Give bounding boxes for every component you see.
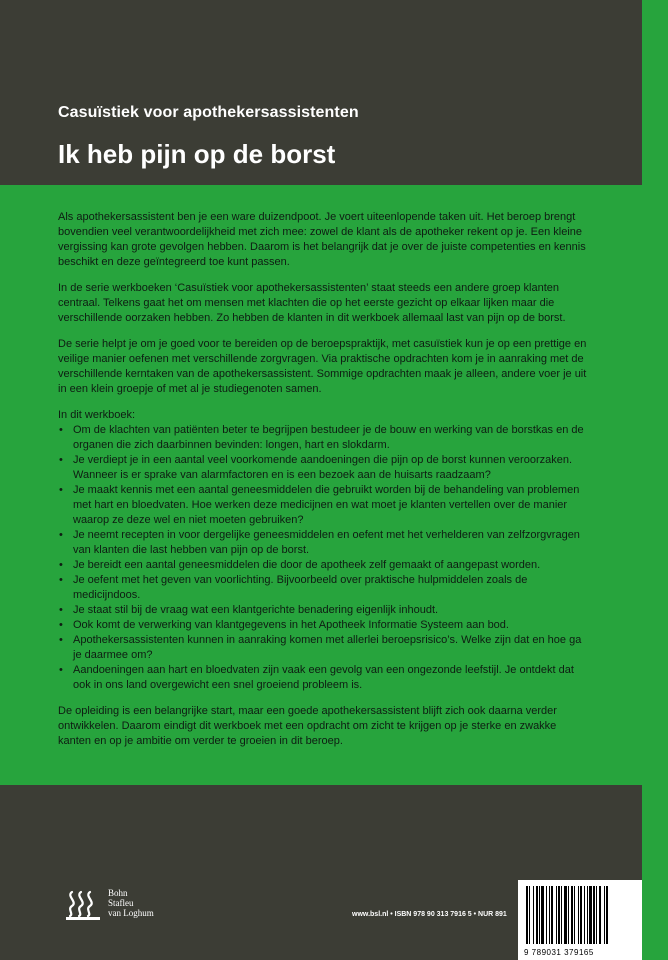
bullet-icon: • [59, 619, 63, 631]
barcode-bar [568, 886, 569, 944]
barcode-bar [606, 886, 608, 944]
list-item [58, 423, 588, 453]
barcode-bar [541, 886, 544, 944]
publisher-line: van Loghum [108, 908, 154, 918]
barcode-bar [574, 886, 575, 944]
barcode-bar [549, 886, 550, 944]
header-panel [0, 0, 642, 185]
book-title: Ik heb pijn op de borst [58, 139, 336, 169]
bullet-icon: • [59, 574, 63, 586]
list-item-text: Om de klachten van patiënten beter te begrijpen bestudeer je de bouw en werking van de borstkas en de organen die zich daarbinnen bevinden: longen, hart en slokdarm. [73, 424, 584, 451]
bullet-icon: • [59, 634, 63, 646]
bullet-icon: • [59, 559, 63, 571]
barcode-bar [596, 886, 597, 944]
barcode-number: 9 789031 379165 [524, 948, 594, 957]
list-item-text: Je neemt recepten in voor dergelijke geneesmiddelen en oefent met het verhelderen van zelfzorgvragen van klanten die last hebben van pijn op de borst. [73, 529, 580, 556]
intro-paragraph: Als apothekersassistent ben je een ware duizendpoot. Je voert uiteenlopende taken uit. Het beroep brengt bovendien veel verantwoordelijkheid met zich mee: zowel de klant als de apotheker rekent op je. Een kleine vergissing kan grote gevolgen hebben. Daarom is het belangrijk dat je over de juiste competenties en kennis beschikt en deze geïntegreerd toe kunt passen. [58, 211, 586, 268]
book-spine [642, 0, 668, 960]
barcode-bar [599, 886, 601, 944]
list-item-text: Je bereidt een aantal geneesmiddelen die door de apotheek zelf gemaakt of aangepast worden. [73, 559, 541, 571]
list-item [58, 453, 588, 483]
barcode-bar [587, 886, 588, 944]
barcode-bar [529, 886, 530, 944]
barcode-bar [536, 886, 538, 944]
isbn-info: www.bsl.nl • ISBN 978 90 313 7916 5 • NUR 891 [352, 911, 507, 918]
barcode-bar [556, 886, 557, 944]
barcode-bar [558, 886, 560, 944]
barcode-bar [578, 886, 579, 944]
bullet-icon: • [59, 454, 63, 466]
barcode-bar [526, 886, 528, 944]
bullet-icon: • [59, 529, 63, 541]
list-item [58, 618, 588, 633]
barcode-bar [564, 886, 567, 944]
barcode-bar [533, 886, 534, 944]
barcode-bar [604, 886, 605, 944]
list-item [58, 483, 588, 528]
barcode-bar [561, 886, 562, 944]
barcode-bar [571, 886, 573, 944]
contents-list [58, 423, 588, 693]
list-item [58, 633, 588, 663]
barcode-bar [546, 886, 547, 944]
barcode-bar [589, 886, 592, 944]
list-item-text: Je maakt kennis met een aantal geneesmiddelen die gebruikt worden bij de behandeling van problemen met hart en bloedvaten. Hoe werken deze medicijnen en wat moet je klanten vertellen over de manier waarop ze deze wel en niet moeten gebruiken? [73, 484, 580, 526]
barcode-bar [551, 886, 553, 944]
publisher-name [108, 888, 154, 918]
practice-paragraph: De serie helpt je om je goed voor te bereiden op de beroepspraktijk, met casuïstiek kun je op een prettige en veilige manier oefenen met verschillende zorgvragen. Via praktische opdrachten kom je in aanraking met de verschillende kerntaken van de apothekersassistent. Sommige opdrachten maak je alleen, andere voer je uit in een klein groepje of met al je studiegenoten samen. [58, 338, 587, 395]
list-item [58, 603, 588, 618]
list-item [58, 573, 588, 603]
publisher-line: Bohn [108, 888, 128, 898]
list-item-text: Je staat stil bij de vraag wat een klantgerichte benadering eigenlijk inhoudt. [73, 604, 439, 616]
list-item-text: Apothekersassistenten kunnen in aanraking komen met allerlei beroepsrisico’s. Welke zijn dat en hoe ga je daarmee om? [73, 634, 582, 661]
barcode-bar [584, 886, 585, 944]
publisher-line: Stafleu [108, 898, 134, 908]
description-text [58, 210, 588, 760]
list-item-text: Je verdiept je in een aantal veel voorkomende aandoeningen die pijn op de borst kunnen veroorzaken. Wanneer is er sprake van alarmfactoren en is een bezoek aan de huisarts raadzaam? [73, 454, 573, 481]
bullet-icon: • [59, 604, 63, 616]
list-item [58, 558, 588, 573]
barcode-bar [593, 886, 595, 944]
list-item [58, 528, 588, 558]
closing-paragraph: De opleiding is een belangrijke start, maar een goede apothekersassistent blijft zich ook daarna verder ontwikkelen. Daarom eindigt dit werkboek met een opdracht om zicht te krijgen op je sterke en zwakke kanten en op je ambitie om verder te groeien in dit beroep. [58, 705, 557, 747]
series-title: Casuïstiek voor apothekersassistenten [58, 104, 359, 121]
bullet-icon: • [59, 424, 63, 436]
list-item-text: Je oefent met het geven van voorlichting. Bijvoorbeeld over praktische hulpmiddelen zoals de medicijndoos. [73, 574, 528, 601]
bullet-icon: • [59, 664, 63, 676]
barcode-bar [580, 886, 582, 944]
bullet-icon: • [59, 484, 63, 496]
publisher-logo-icon [64, 886, 106, 922]
series-paragraph: In de serie werkboeken ‘Casuïstiek voor apothekersassistenten’ staat steeds een andere groep klanten centraal. Telkens gaat het om mensen met klachten die op het eerste gezicht op elkaar lijken maar die verschillende oorzaken hebben. Zo hebben de klanten in dit werkboek allemaal last van pijn op de borst. [58, 282, 566, 324]
barcode-bar [539, 886, 540, 944]
list-item-text: Aandoeningen aan hart en bloedvaten zijn vaak een gevolg van een ongezonde leefstijl. Je ontdekt dat ook in ons land overgewicht een snel groeiend probleem is. [73, 664, 574, 691]
barcode [518, 880, 642, 960]
list-intro: In dit werkboek: [58, 409, 136, 421]
barcode-bars [524, 886, 636, 946]
list-item [58, 663, 588, 693]
list-item-text: Ook komt de verwerking van klantgegevens in het Apotheek Informatie Systeem aan bod. [73, 619, 509, 631]
